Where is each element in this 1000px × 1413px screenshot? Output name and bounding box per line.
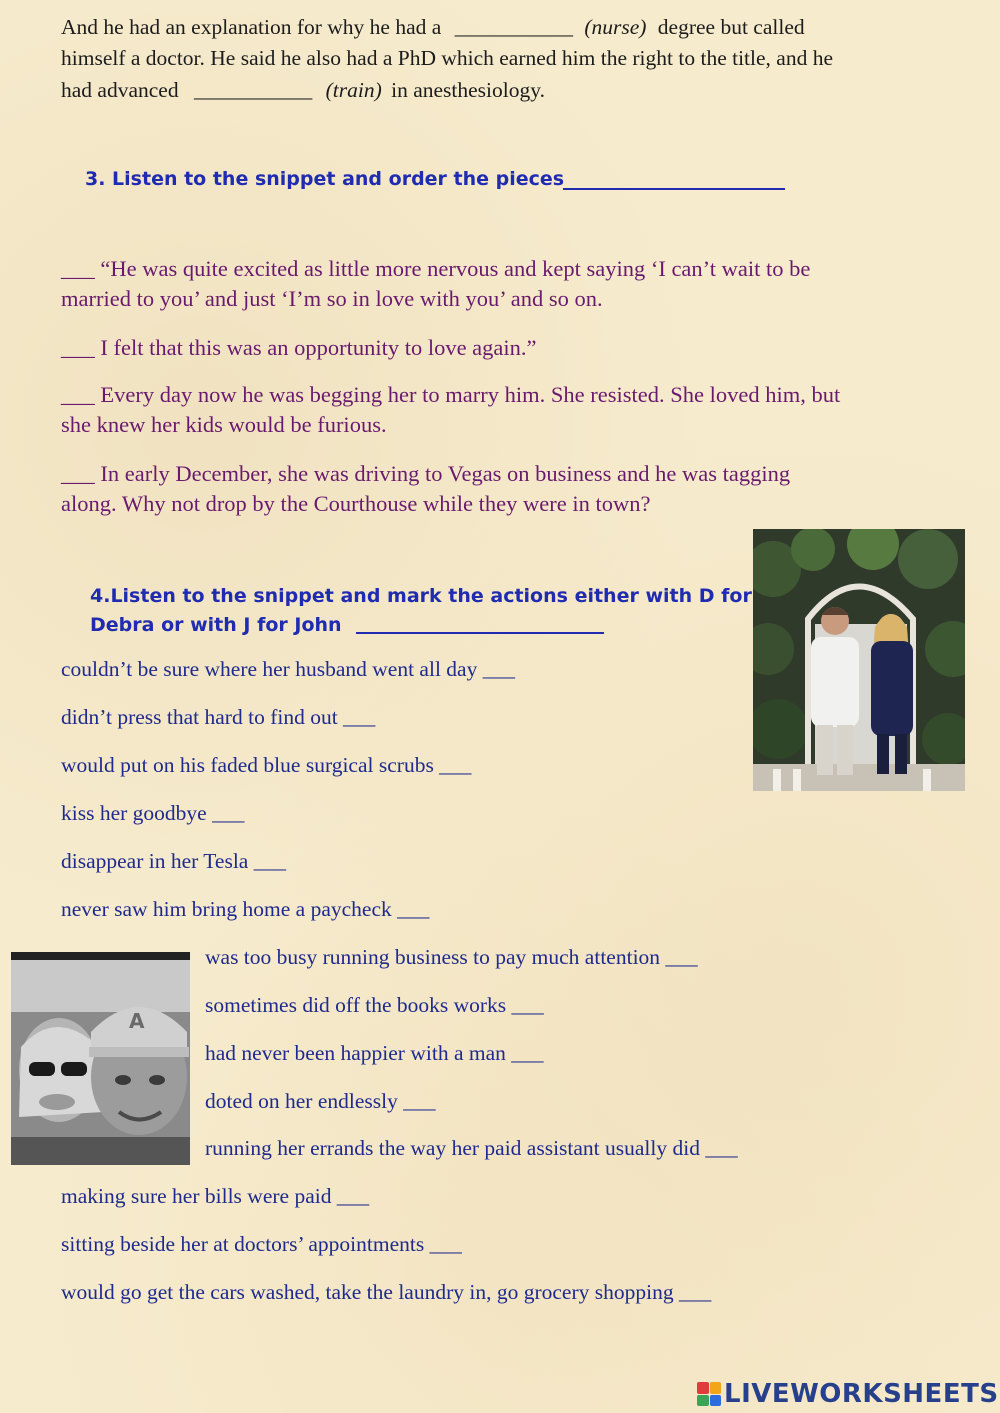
section-4-heading-line: Debra or with J for John bbox=[90, 614, 342, 636]
action-item: kiss her goodbye ___ bbox=[61, 801, 245, 825]
intro-text: had advanced bbox=[61, 78, 179, 102]
intro-text: degree but called bbox=[657, 15, 805, 39]
intro-line-1 bbox=[61, 12, 805, 43]
logo-mark-icon bbox=[697, 1382, 721, 1406]
piece-line: she knew her kids would be furious. bbox=[61, 412, 387, 437]
piece-line: ___ In early December, she was driving to Vegas on business and he was tagging bbox=[61, 461, 791, 486]
piece-line: ___ “He was quite excited as little more nervous and kept saying ‘I can’t wait to be bbox=[61, 256, 811, 281]
action-item: couldn’t be sure where her husband went all day ___ bbox=[61, 657, 515, 681]
action-item: would go get the cars washed, take the laundry in, go grocery shopping ___ bbox=[61, 1280, 712, 1304]
couple-selfie-illustration bbox=[11, 952, 190, 1165]
blank-nurse: ___________ bbox=[454, 15, 573, 39]
wedding-photo-illustration bbox=[753, 529, 965, 791]
action-item: running her errands the way her paid assistant usually did ___ bbox=[205, 1136, 738, 1160]
action-item: would put on his faded blue surgical scrubs ___ bbox=[61, 753, 472, 777]
intro-line-2: himself a doctor. He said he also had a PhD which earned him the right to the title, and he bbox=[61, 46, 834, 70]
action-item: didn’t press that hard to find out ___ bbox=[61, 705, 376, 729]
section-3-answer-blank[interactable] bbox=[563, 188, 785, 190]
action-item: making sure her bills were paid ___ bbox=[61, 1184, 370, 1208]
liveworksheets-logo[interactable] bbox=[697, 1379, 999, 1409]
wedding-photo bbox=[753, 529, 965, 791]
hint-train: (train) bbox=[325, 78, 382, 102]
hint-nurse: (nurse) bbox=[584, 15, 647, 39]
order-piece bbox=[61, 254, 810, 314]
svg-text:A: A bbox=[129, 1009, 145, 1033]
action-item: sometimes did off the books works ___ bbox=[205, 993, 544, 1017]
piece-line: ___ I felt that this was an opportunity to love again.” bbox=[61, 335, 537, 360]
action-item: doted on her endlessly ___ bbox=[205, 1089, 436, 1113]
piece-line: married to you’ and just ‘I’m so in love with you’ and so on. bbox=[61, 286, 603, 311]
action-item: never saw him bring home a paycheck ___ bbox=[61, 897, 430, 921]
piece-line: along. Why not drop by the Courthouse while they were in town? bbox=[61, 491, 651, 516]
order-piece bbox=[61, 459, 790, 519]
section-3-heading: 3. Listen to the snippet and order the pieces bbox=[85, 168, 565, 190]
logo-text: LIVEWORKSHEETS bbox=[724, 1379, 999, 1409]
intro-text: And he had an explanation for why he had a bbox=[61, 15, 442, 39]
section-4-answer-blank[interactable] bbox=[356, 632, 604, 634]
action-item: sitting beside her at doctors’ appointments ___ bbox=[61, 1232, 462, 1256]
intro-line-3 bbox=[61, 75, 545, 106]
piece-line: ___ Every day now he was begging her to marry him. She resisted. She loved him, but bbox=[61, 382, 841, 407]
couple-selfie-photo bbox=[11, 952, 190, 1165]
blank-train: ___________ bbox=[193, 78, 313, 102]
order-piece bbox=[61, 380, 840, 440]
action-item: had never been happier with a man ___ bbox=[205, 1041, 544, 1065]
order-piece bbox=[61, 333, 537, 363]
action-item: was too busy running business to pay much attention ___ bbox=[205, 945, 698, 969]
intro-text: in anesthesiology. bbox=[391, 78, 545, 102]
section-4-heading-line: 4.Listen to the snippet and mark the actions either with D for bbox=[90, 585, 752, 607]
action-item: disappear in her Tesla ___ bbox=[61, 849, 286, 873]
